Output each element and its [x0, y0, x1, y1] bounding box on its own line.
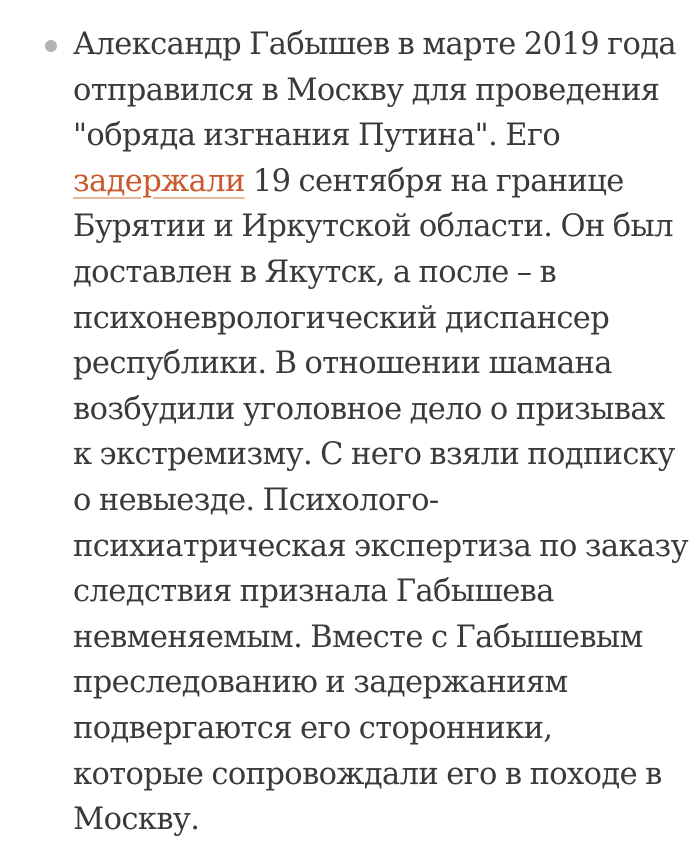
paragraph-line: доставлен в Якутск, а после – в: [73, 254, 557, 290]
paragraph-line: следствия признала Габышева: [73, 574, 554, 610]
paragraph-line-text: 19 сентября на границе: [244, 163, 624, 199]
paragraph-line: республики. В отношении шамана: [73, 346, 612, 382]
paragraph-line: о невыезде. Психолого-: [73, 482, 439, 518]
paragraph-line: "обряда изгнания Путина". Его: [73, 118, 561, 154]
paragraph-line: которые сопровождали его в походе в: [73, 756, 662, 792]
paragraph-line: к экстремизму. С него взяли подписку: [73, 437, 675, 473]
paragraph-line: подвергаются его сторонники,: [73, 710, 553, 746]
paragraph-line: преследованию и задержаниям: [73, 665, 568, 701]
paragraph-line: Москву.: [73, 802, 200, 838]
paragraph-line: психиатрическая экспертиза по заказу: [73, 528, 688, 564]
paragraph-line-with-link: [73, 159, 693, 205]
paragraph-line: невменяемым. Вместе с Габышевым: [73, 619, 643, 655]
paragraph-line: Александр Габышев в марте 2019 года: [73, 27, 677, 62]
paragraph-line: Бурятии и Иркутской области. Он был: [73, 209, 673, 245]
paragraph-line: психоневрологический диспансер: [73, 300, 610, 336]
bullet-dot-icon: [45, 40, 57, 52]
paragraph-line: возбудили уголовное дело о призывах: [73, 391, 665, 427]
detained-link[interactable]: задержали: [73, 163, 245, 199]
paragraph-line: отправился в Москву для проведения: [73, 72, 660, 108]
article-paragraph: [73, 22, 693, 843]
